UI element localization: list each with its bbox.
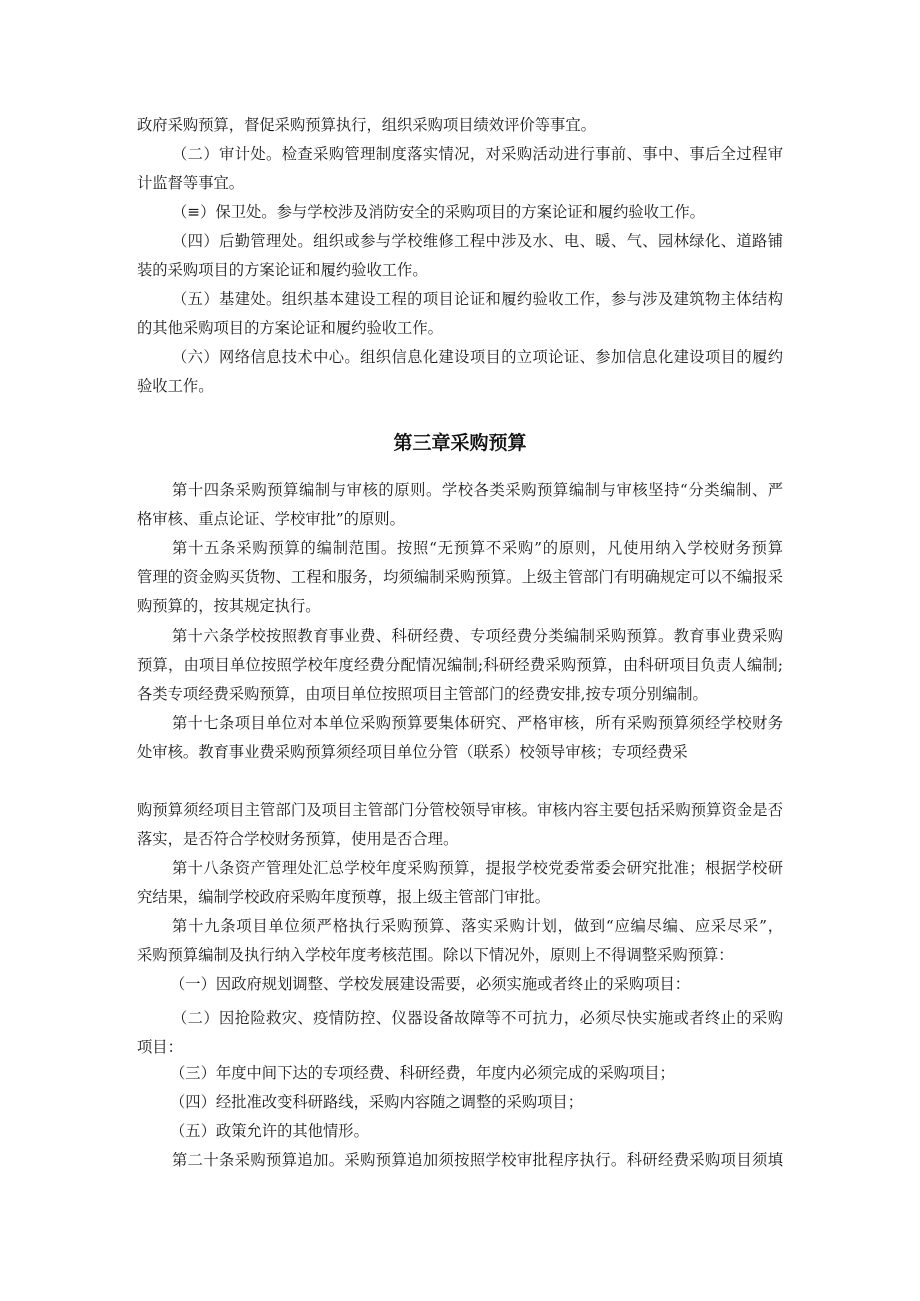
paragraph-line: 第十六条学校按照教育事业费、科研经费、专项经费分类编制采购预算。教育事业费采购 <box>172 627 783 645</box>
paragraph-line: 第二十条采购预算追加。采购预算追加须按照学校审批程序执行。科研经费采购项目须填 <box>172 1151 783 1169</box>
paragraph-line: （六）网络信息技术中心。组织信息化建设项目的立项论证、参加信息化建设项目的履约 <box>172 348 783 366</box>
paragraph-line: 管理的资金购买货物、工程和服务，均须编制采购预算。上级主管部门有明确规定可以不编报采 <box>137 568 783 586</box>
paragraph-line: 第十八条资产管理处汇总学校年度采购预算，提报学校党委常委会研究批准；根据学校研 <box>172 859 783 877</box>
paragraph-line: 计监督等事宜。 <box>137 174 245 192</box>
paragraph-line: （五）基建处。组织基本建设工程的项目论证和履约验收工作，参与涉及建筑物主体结构 <box>172 290 783 308</box>
paragraph-line: （三）年度中间下达的专项经费、科研经费，年度内必须完成的采购项目； <box>170 1064 675 1082</box>
paragraph-line: （二）审计处。检查采购管理制度落实情况，对采购活动进行事前、事中、事后全过程审 <box>172 145 783 163</box>
paragraph-line: 验收工作。 <box>137 377 214 395</box>
paragraph-line: 预算，由项目单位按照学校年度经费分配情况编制;科研经费采购预算，由科研项目负责人编制; <box>137 656 783 674</box>
paragraph-line: （五）政策允许的其他情形。 <box>170 1122 369 1140</box>
paragraph-line: 处审核。教育事业费采购预算须经项目单位分管（联系）校领导审核；专项经费采 <box>137 743 688 761</box>
paragraph-line: 第十五条采购预算的编制范围。按照“无预算不采购”的原则，凡使用纳入学校财务预算 <box>172 539 783 557</box>
paragraph-line: 第十九条项目单位须严格执行采购预算、落实采购计划，做到“应编尽编、应采尽采”， <box>172 917 783 935</box>
paragraph-line: 政府采购预算，督促采购预算执行，组织采购项目绩效评价等事宜。 <box>137 116 596 134</box>
paragraph-line: 第十七条项目单位对本单位采购预算要集体研究、严格审核，所有采购预算须经学校财务 <box>172 714 783 732</box>
paragraph-line: 的其他采购项目的方案论证和履约验收工作。 <box>137 319 443 337</box>
paragraph-line: 第十四条采购预算编制与审核的原则。学校各类采购预算编制与审核坚持“分类编制、严 <box>172 481 783 499</box>
paragraph-line: 项目： <box>137 1038 183 1056</box>
chapter-title: 第三章采购预算 <box>393 432 527 454</box>
paragraph-line: 采购预算编制及执行纳入学校年度考核范围。除以下情况外，原则上不得调整采购预算： <box>137 946 734 964</box>
paragraph-line: 格审核、重点论证、学校审批”的原则。 <box>137 510 405 528</box>
paragraph-line: 装的采购项目的方案论证和履约验收工作。 <box>137 261 428 279</box>
paragraph-line: 究结果，编制学校政府采购年度预尊，报上级主管部门审批。 <box>137 888 551 906</box>
paragraph-line: （四）经批准改变科研路线，采购内容随之调整的采购项目； <box>170 1093 584 1111</box>
paragraph-line: （≡）保卫处。参与学校涉及消防安全的采购项目的方案论证和履约验收工作。 <box>172 203 705 221</box>
paragraph-line: 各类专项经费采购预算，由项目单位按照项目主管部门的经费安排,按专项分别编制。 <box>137 685 708 703</box>
paragraph-line: 购预算的，按其规定执行。 <box>137 597 321 615</box>
paragraph-line: 购预算须经项目主管部门及项目主管部门分管校领导审核。审核内容主要包括采购预算资金是否 <box>137 801 783 819</box>
paragraph-line: （二）因抢险救灾、疫情防控、仪器设备故障等不可抗力，必须尽快实施或者终止的采购 <box>172 1009 783 1027</box>
paragraph-line: 落实，是否符合学校财务预算，使用是否合理。 <box>137 830 459 848</box>
paragraph-line: （一）因政府规划调整、学校发展建设需要，必须实施或者终止的采购项目： <box>170 975 691 993</box>
paragraph-line: （四）后勤管理处。组织或参与学校维修工程中涉及水、电、暖、气、园林绿化、道路铺 <box>172 232 783 250</box>
